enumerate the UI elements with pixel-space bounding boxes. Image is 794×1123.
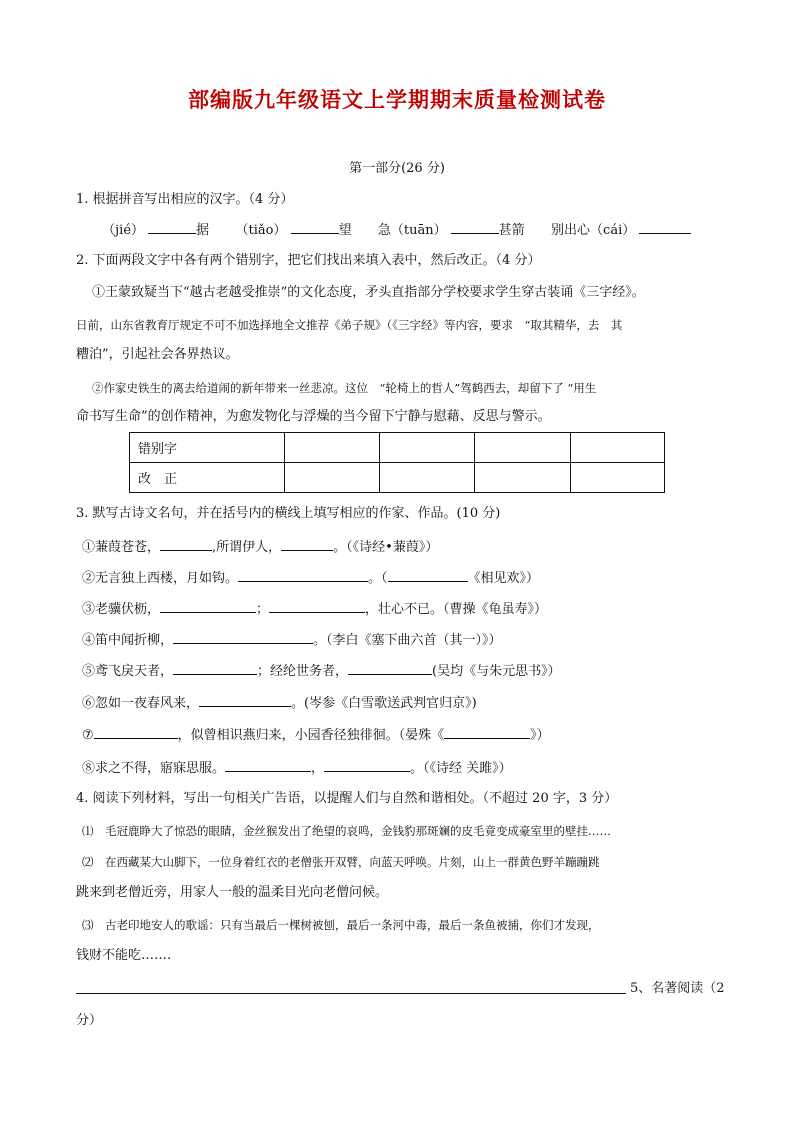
answer-cell[interactable] [475, 433, 571, 463]
q3-line-2 [82, 569, 539, 588]
q3-blank[interactable] [225, 759, 311, 772]
q3-text: 。（李白《塞下曲六首（其一）》） [313, 633, 502, 648]
q3-line-8 [82, 759, 512, 778]
answer-cell[interactable] [285, 433, 380, 463]
q3-text: ,所谓伊人， [212, 540, 282, 555]
q3-text: ，似曾相识燕归来，小园香径独徘徊。（晏殊《 [177, 728, 445, 743]
q3-line-1 [82, 538, 438, 557]
q2-passage-1-line-1: ①王蒙致疑当下“越古老越受推崇”的文化态度，矛头直指部分学校要求学生穿古装诵《三字经》。 [92, 285, 645, 300]
q3-text: ⑥忽如一夜春风来， [82, 696, 200, 711]
q3-blank[interactable] [238, 569, 368, 582]
correction-table [129, 432, 665, 493]
q4-material-1: ⑴ 毛冠鹿睁大了惊恐的眼睛，金丝猴发出了绝望的哀鸣，金钱豹那斑斓的皮毛竟变成豪室里的壁挂…… [82, 824, 611, 838]
q3-text: ⑦ [82, 728, 94, 743]
page-title: 部编版九年级语文上学期期末质量检测试卷 [188, 88, 606, 112]
answer-cell[interactable] [380, 463, 475, 493]
q4-material-3-line-2: 钱财不能吃……. [76, 948, 172, 963]
q1-item-3-pinyin: 急（tuān） [377, 223, 447, 238]
q1-item-3-suffix: 甚箭 [498, 223, 525, 238]
q3-text: 》） [530, 728, 550, 743]
q3-text: ⑤鸢飞戾天者， [82, 664, 174, 679]
q3-blank[interactable] [388, 569, 468, 582]
table-row [130, 463, 665, 493]
q3-blank[interactable] [348, 662, 432, 675]
q3-blank[interactable] [173, 631, 313, 644]
q1-items [76, 221, 691, 240]
q3-text: ⑧求之不得，寤寐思服。 [82, 761, 226, 776]
row-label-correct: 改 正 [130, 463, 285, 493]
q1-item-1-blank[interactable] [148, 221, 196, 234]
q1-stem: 1. 根据拼音写出相应的汉字。（4 分） [76, 192, 294, 207]
q3-text: ，壮心不已。（曹操《龟虽寿》） [365, 602, 548, 617]
q1-item-4-blank[interactable] [639, 221, 691, 234]
q4-answer-line[interactable] [76, 993, 626, 994]
q2-passage-2-line-2: 命书写生命”的创作精神，为愈发物化与浮燥的当今留下宁静与慰藉、反思与警示。 [76, 409, 551, 424]
answer-cell[interactable] [571, 463, 665, 493]
q2-passage-2-line-1: ②作家史铁生的离去给道闹的新年带来一丝悲凉。这位 “轮椅上的哲人”驾鹤西去，却留下了 “用生 [92, 381, 597, 395]
q4-material-3-line-1: ⑶ 古老印地安人的歌谣：只有当最后一棵树被刨，最后一条河中毒，最后一条鱼被捕，你们才发现， [82, 918, 600, 932]
q5-label-continued: 分） [76, 1013, 103, 1028]
q3-line-6 [82, 694, 477, 713]
q3-stem: 3. 默写古诗文名句，并在括号内的横线上填写相应的作家、作品。(10 分) [76, 506, 501, 521]
q3-blank[interactable] [160, 538, 212, 551]
q3-text: ②无言独上西楼，月如钩。 [82, 571, 239, 586]
q3-line-7 [82, 726, 550, 745]
q3-blank[interactable] [269, 600, 365, 613]
q3-line-5 [82, 662, 561, 681]
q3-blank[interactable] [173, 662, 257, 675]
q3-text: (吴均《与朱元思书》） [432, 664, 561, 679]
answer-cell[interactable] [571, 433, 665, 463]
q3-text: ④笛中闻折柳， [82, 633, 174, 648]
q3-blank[interactable] [199, 694, 291, 707]
q3-text: 。（《诗经 关雎》） [410, 761, 512, 776]
q3-line-3 [82, 600, 547, 619]
q1-item-1-suffix: 据 [196, 223, 210, 238]
answer-cell[interactable] [475, 463, 571, 493]
q3-blank[interactable] [324, 759, 410, 772]
q4-stem: 4. 阅读下列材料，写出一句相关广告语，以提醒人们与自然和谐相处。（不超过 20 字，3 分） [76, 791, 618, 806]
table-row [130, 433, 665, 463]
q3-line-4 [82, 631, 502, 650]
q2-stem: 2. 下面两段文字中各有两个错别字，把它们找出来填入表中，然后改正。（4 分） [76, 253, 541, 268]
q3-blank[interactable] [444, 726, 530, 739]
part-heading: 第一部分(26 分) [349, 161, 445, 176]
q1-item-2-suffix: 望 [338, 223, 352, 238]
q3-text: ③老骥伏枥， [82, 602, 161, 617]
q2-passage-1-line-2: 日前，山东省教育厅规定不可不加选择地全文推荐《弟子规》（《三字经》等内容，要求 “取其精华，去 其 [76, 318, 623, 332]
q1-item-1-pinyin: （jié） [102, 223, 145, 238]
q3-blank[interactable] [281, 538, 333, 551]
q3-text: ①蒹葭苍苍， [82, 540, 161, 555]
q4-material-2-line-2: 跳来到老僧近旁，用家人一般的温柔目光向老僧问候。 [76, 885, 389, 900]
q3-text: 。（ [368, 571, 388, 586]
q3-text: ， [311, 761, 325, 776]
q3-text: ； [256, 602, 270, 617]
q4-material-2-line-1: ⑵ 在西藏某大山脚下，一位身着红衣的老僧张开双臂，向蓝天呼唤。片刻，山上一群黄色野羊蹦蹦跳 [82, 855, 600, 869]
answer-cell[interactable] [380, 433, 475, 463]
q2-passage-1-line-3: 糟泊”，引起社会各界热议。 [76, 347, 239, 362]
q3-text: 。（《诗经•蒹葭》） [333, 540, 439, 555]
q1-item-2-pinyin: （tiǎo） [235, 223, 287, 238]
q3-blank[interactable] [94, 726, 178, 739]
q3-blank[interactable] [160, 600, 256, 613]
q3-text: 。(岑参《白雪歌送武判官归京》) [291, 696, 477, 711]
row-label-wrong: 错别字 [130, 433, 285, 463]
q3-text: ；经纶世务者， [257, 664, 349, 679]
q1-item-4-pinyin: 别出心（cái） [551, 223, 636, 238]
q1-item-2-blank[interactable] [291, 221, 339, 234]
q5-label: 5、名著阅读（2 [630, 981, 725, 996]
q3-text: 《相见欢》） [467, 571, 540, 586]
q1-item-3-blank[interactable] [451, 221, 499, 234]
answer-cell[interactable] [285, 463, 380, 493]
